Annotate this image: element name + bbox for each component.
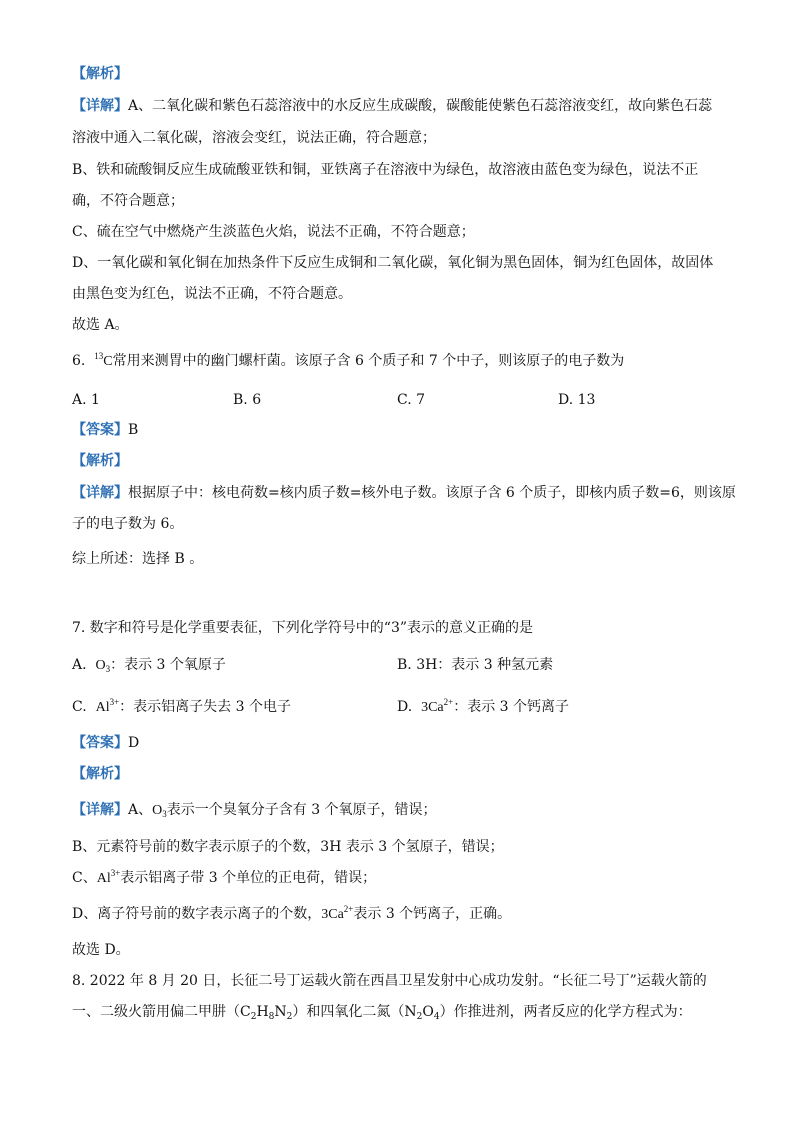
q6-option-b: B. 6 — [233, 392, 262, 408]
q7-detail-d-text: 表示 3 个钙离子，正确。 — [353, 906, 512, 922]
q7-conclusion: 故选 D。 — [72, 942, 130, 958]
q7-option-d-formula — [421, 697, 454, 715]
q7-option-a-text: ：表示 3 个氧原子 — [110, 657, 226, 673]
q7-option-c-symbol: Al — [95, 700, 110, 715]
q6-mass-number: 13 — [94, 351, 104, 361]
q8-mid-3: ）和四氧化二氮（N — [292, 1004, 417, 1020]
q7-detail-a-formula — [152, 803, 167, 818]
q6-summary: 综上所述：选择 B 。 — [72, 551, 204, 567]
q6-option-c: C. 7 — [397, 392, 426, 408]
q5-detail-a-text: A、二氧化碳和紫色石蕊溶液中的水反应生成碳酸，碳酸能使紫色石蕊溶液变红，故向紫色石蕊 — [128, 98, 713, 114]
q6-stem — [72, 351, 624, 372]
q6-analysis-label: 【解析】 — [72, 453, 128, 469]
q5-detail-label: 【详解】 — [72, 98, 128, 114]
q7-detail-d-formula — [321, 904, 354, 922]
q5-conclusion: 故选 A。 — [72, 317, 129, 333]
q6-element: C — [103, 354, 113, 369]
q6-detail-line1 — [72, 483, 736, 503]
q6-answer — [72, 420, 138, 440]
q7-option-d-letter: D. — [397, 699, 413, 715]
q6-answer-value: B — [128, 422, 139, 438]
q7-option-a-formula — [95, 658, 110, 673]
q7-detail-c-text: 表示铝离子带 3 个单位的正电荷，错误； — [120, 870, 377, 886]
q7-detail-a — [72, 800, 437, 821]
q5-detail-d-line2: 由黑色变为红色，说法不正确，不符合题意。 — [72, 286, 352, 302]
q7-option-c-sup: 3+ — [109, 697, 120, 707]
q7-detail-d-prefix: D、离子符号前的数字表示离子的个数， — [72, 906, 322, 922]
q5-detail-c: C、硫在空气中燃烧产生淡蓝色火焰，说法不正确，不符合题意； — [72, 224, 475, 240]
q8-mid-1: H — [256, 1004, 269, 1020]
q7-detail-a-symbol: O — [152, 803, 163, 818]
q5-detail-a-line2: 溶液中通入二氧化碳，溶液会变红，说法正确，符合题意； — [72, 130, 436, 146]
q7-option-c-formula — [95, 697, 120, 715]
q6-stem-text: 常用来测胃中的幽门螺杆菌。该原子含 6 个质子和 7 个中子，则该原子的电子数为 — [112, 353, 625, 369]
q5-detail-d-line1: D、一氧化碳和氧化铜在加热条件下反应生成铜和二氧化碳，氧化铜为黑色固体，铜为红色固体，故固体 — [72, 255, 714, 271]
q7-option-a-letter: A. — [72, 657, 87, 673]
q5-detail-b-line2: 确，不符合题意； — [72, 193, 184, 209]
q8-sub-1: 2 — [250, 1012, 257, 1022]
q7-option-a-sub: 3 — [105, 664, 111, 674]
q7-option-b: B. 3H：表示 3 种氢元素 — [397, 657, 554, 673]
q7-detail-a-sub: 3 — [162, 809, 167, 819]
q7-detail-a-text: 表示一个臭氧分子含有 3 个氧原子，错误； — [166, 802, 437, 818]
q6-number: 6. — [72, 353, 86, 369]
q6-isotope — [94, 351, 113, 369]
q8-sub-5: 4 — [433, 1012, 440, 1022]
q7-option-a-symbol: O — [95, 658, 106, 673]
q8-mid-4: O — [422, 1004, 434, 1020]
q8-sub-2: 8 — [268, 1012, 275, 1022]
q8-mid-2: N — [274, 1004, 287, 1020]
q7-answer — [72, 733, 139, 753]
q7-detail-d-sup: 2+ — [343, 904, 354, 914]
q7-detail-d-symbol: 3Ca — [321, 907, 344, 922]
q7-detail-label: 【详解】 — [72, 802, 128, 818]
q6-answer-label: 【答案】 — [72, 422, 128, 438]
q7-answer-value: D — [128, 735, 140, 751]
q5-analysis-label: 【解析】 — [72, 66, 128, 82]
q6-option-d: D. 13 — [558, 392, 596, 408]
q7-detail-c-formula — [96, 868, 121, 886]
q5-detail-a-line1 — [72, 96, 712, 116]
q7-analysis-label: 【解析】 — [72, 766, 128, 782]
q7-detail-c-symbol: Al — [96, 871, 111, 886]
q8-stem-line1: 8. 2022 年 8 月 20 日，长征二号丁运载火箭在西昌卫星发射中心成功发射。“长征二号丁”运载火箭的 — [72, 973, 707, 989]
q7-option-d-symbol: 3Ca — [421, 700, 444, 715]
q8-line2-post: ）作推进剂，两者反应的化学方程式为： — [439, 1004, 692, 1020]
q7-detail-a-prefix: A、 — [128, 802, 153, 818]
q8-stem-line2 — [72, 1002, 692, 1022]
q7-detail-c — [72, 868, 376, 889]
q7-detail-d — [72, 904, 511, 925]
q7-option-c-text: ：表示铝离子失去 3 个电子 — [119, 699, 291, 715]
q7-option-d-text: ：表示 3 个钙离子 — [453, 699, 570, 715]
q8-sub-3: 2 — [286, 1012, 293, 1022]
q7-stem: 7. 数字和符号是化学重要表征，下列化学符号中的“3”表示的意义正确的是 — [72, 620, 534, 636]
q7-option-d-sup: 2+ — [443, 697, 454, 707]
q7-detail-c-prefix: C、 — [72, 870, 97, 886]
q7-option-c — [72, 697, 291, 718]
q6-detail-label: 【详解】 — [72, 485, 128, 501]
q7-option-c-letter: C. — [72, 699, 87, 715]
q8-sub-4: 2 — [416, 1012, 423, 1022]
q7-detail-c-sup: 3+ — [110, 868, 121, 878]
q5-detail-b-line1: B、铁和硫酸铜反应生成硫酸亚铁和铜，亚铁离子在溶液中为绿色，故溶液由蓝色变为绿色，说法不正 — [72, 162, 699, 178]
q6-option-a: A. 1 — [72, 392, 100, 408]
q7-answer-label: 【答案】 — [72, 735, 128, 751]
q8-line2-pre: 一、二级火箭用偏二甲肼（C — [72, 1004, 251, 1020]
q6-detail-line2: 子的电子数为 6。 — [72, 516, 184, 532]
q6-detail-text: 根据原子中：核电荷数=核内质子数=核外电子数。该原子含 6 个质子，即核内质子数=6，则该原 — [128, 485, 736, 501]
q7-option-d — [397, 697, 569, 718]
q7-detail-b: B、元素符号前的数字表示原子的个数，3H 表示 3 个氢原子，错误； — [72, 839, 504, 855]
q7-option-a — [72, 655, 226, 676]
